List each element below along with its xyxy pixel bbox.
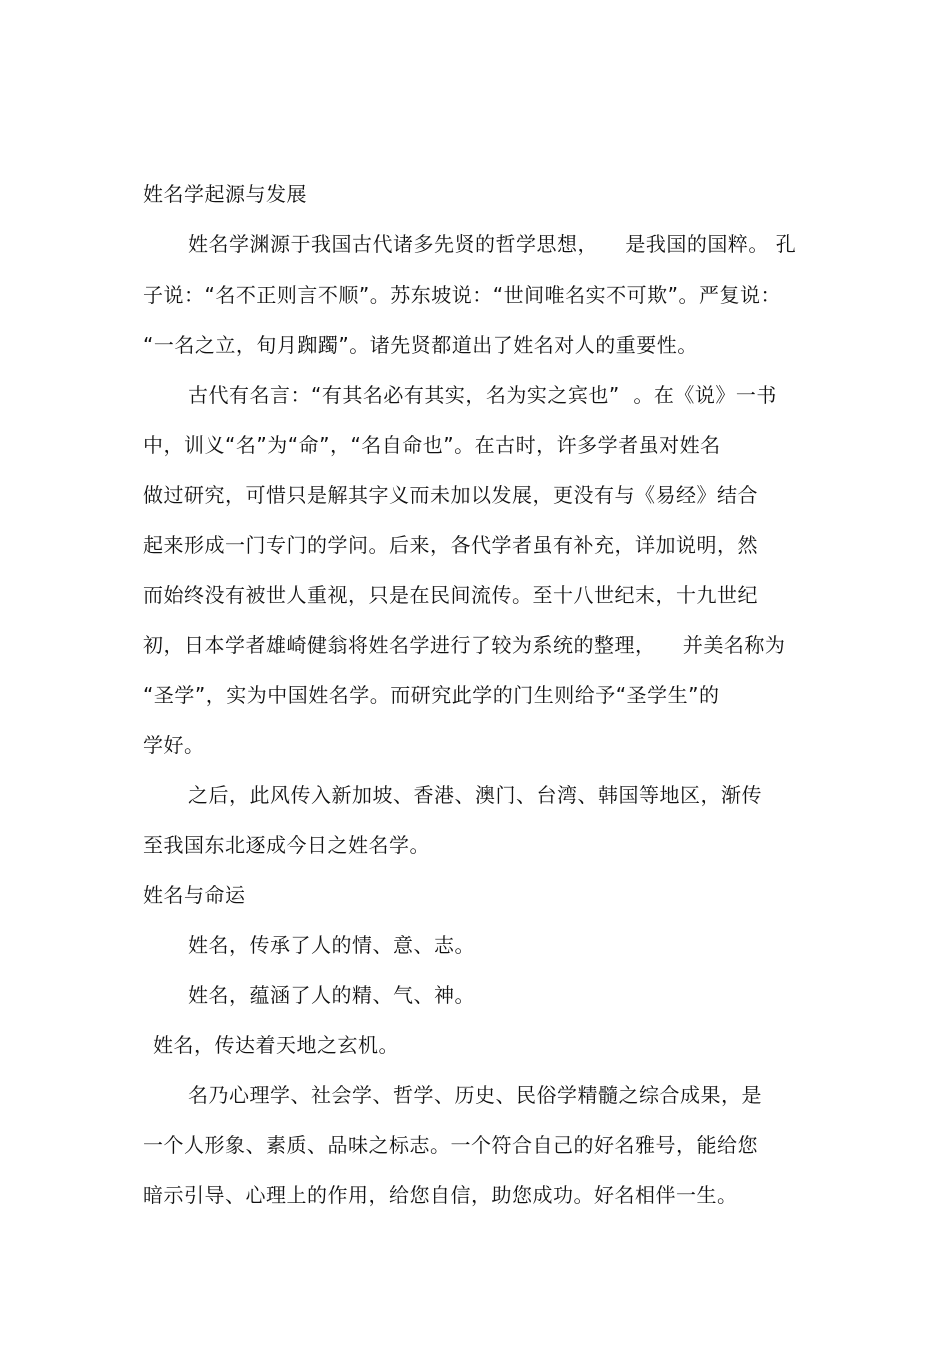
paragraph-line: 子说：“名不正则言不顺”。苏东坡说：“世间唯名实不可欺”。严复说： (143, 283, 781, 307)
paragraph-line: 名乃心理学、社会学、哲学、历史、民俗学精髓之综合成果，是 (188, 1083, 762, 1107)
paragraph-line: 姓名，传达着天地之玄机。 (153, 1033, 399, 1057)
paragraph-line: 而始终没有被世人重视，只是在民间流传。至十八世纪末，十九世纪 (143, 583, 758, 607)
paragraph-line: 姓名，传承了人的情、意、志。 (188, 933, 475, 957)
paragraph-line: 暗示引导、心理上的作用，给您自信，助您成功。好名相伴一生。 (143, 1183, 738, 1207)
paragraph-line: “圣学”，实为中国姓名学。而研究此学的门生则给予“圣学生”的 (143, 683, 720, 707)
paragraph-line: 至我国东北逐成今日之姓名学。 (143, 833, 430, 857)
section-heading: 姓名与命运 (143, 883, 246, 907)
paragraph-line: 姓名学渊源于我国古代诸多先贤的哲学思想， 是我国的国粹。 孔 (188, 232, 797, 256)
paragraph-line: 学好。 (143, 733, 205, 757)
paragraph-line: 做过研究，可惜只是解其字义而未加以发展，更没有与《易经》结合 (143, 483, 758, 507)
paragraph-line: 之后，此风传入新加坡、香港、澳门、台湾、韩国等地区，渐传 (188, 783, 762, 807)
paragraph-line: 起来形成一门专门的学问。后来，各代学者虽有补充，详加说明，然 (143, 533, 758, 557)
paragraph-line: “一名之立，旬月踟躅”。诸先贤都道出了姓名对人的重要性。 (143, 333, 698, 357)
paragraph-line: 一个人形象、素质、品味之标志。一个符合自己的好名雅号，能给您 (143, 1133, 758, 1157)
paragraph-line: 初，日本学者雄崎健翁将姓名学进行了较为系统的整理， 并美名称为 (143, 633, 786, 657)
section-heading: 姓名学起源与发展 (143, 182, 307, 206)
paragraph-line: 古代有名言：“有其名必有其实，名为实之宾也” 。在《说》一书 (188, 383, 777, 407)
paragraph-line: 姓名，蕴涵了人的精、气、神。 (188, 983, 475, 1007)
paragraph-line: 中，训义“名”为“命”，“名自命也”。在古时，许多学者虽对姓名 (143, 433, 721, 457)
